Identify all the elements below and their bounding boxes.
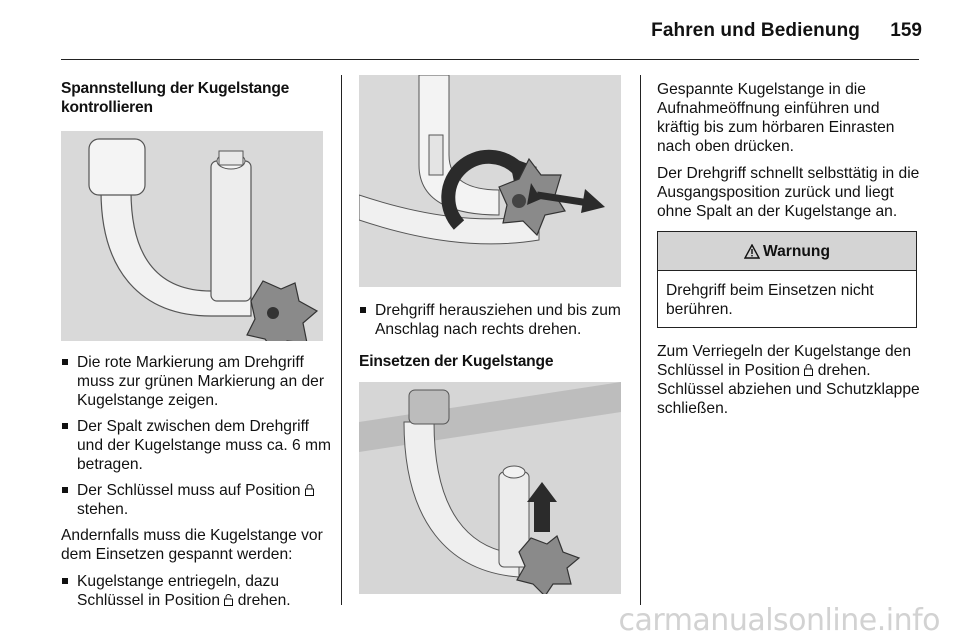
column-divider-2 — [640, 75, 641, 605]
figure-tow-bar-ball-cover — [61, 131, 323, 341]
paragraph-insert-bar: Gespannte Kugelstange in die Aufnahmeöffnung einführen und kräftig bis zum hörbaren Einrasten nach oben drücken. — [657, 81, 895, 155]
warning-title: Warnung — [763, 242, 830, 260]
paragraph-otherwise: Andernfalls muss die Kugelstange vor dem Einsetzen gespannt werden: — [61, 527, 323, 563]
paragraph-knob-returns: Der Drehgriff schnellt selbsttätig in die Ausgangsposition zurück und liegt ohne Spalt an der Kugelstange an. — [657, 165, 920, 220]
bullet-unlock-text-end: drehen. — [237, 592, 291, 609]
warning-box — [657, 231, 917, 328]
bullet-key-position-text: Der Schlüssel muss auf Position — [77, 482, 301, 499]
watermark: carmanualsonline.info — [618, 603, 940, 638]
bullet-unlock-text: Kugelstange entriegeln, dazu Schlüssel in Position — [77, 573, 280, 609]
bullet-red-marking: Die rote Markierung am Drehgriff muss zur grünen Markierung an der Kugelstange zeigen. — [61, 353, 331, 410]
header-divider — [61, 59, 919, 60]
column-3 — [657, 80, 922, 426]
figure-turn-knob — [359, 75, 621, 287]
bullet-key-position — [61, 481, 331, 519]
bullet-pull-knob: Drehgriff herausziehen und bis zum Anschlag nach rechts drehen. — [359, 301, 629, 339]
section-heading-insert: Einsetzen der Kugelstange — [359, 353, 554, 370]
warning-text: Drehgriff beim Einsetzen nicht berühren. — [666, 282, 874, 318]
key-unlocked-icon — [224, 594, 233, 606]
column-divider-1 — [341, 75, 342, 605]
paragraph-lock-bar-text: Zum Verriegeln der Kugelstange den Schlüssel in Position — [657, 343, 911, 379]
figure-insert-bar — [359, 382, 621, 594]
column-1 — [61, 79, 331, 617]
page-header-title: Fahren und Bedienung — [651, 20, 860, 41]
key-locked-icon — [305, 484, 314, 496]
paragraph-lock-bar-text-end: drehen. Schlüssel abziehen und Schutzklappe schließen. — [657, 362, 920, 417]
warning-header — [658, 232, 916, 271]
paragraph-lock-bar — [657, 342, 922, 418]
section-heading-tension: Spannstellung der Kugelstange kontrollieren — [61, 80, 290, 116]
bullet-key-position-text-end: stehen. — [77, 501, 129, 518]
bullet-gap: Der Spalt zwischen dem Drehgriff und der Kugelstange muss ca. 6 mm betragen. — [61, 417, 331, 474]
bullet-unlock — [61, 572, 331, 610]
warning-triangle-icon — [744, 244, 760, 259]
key-locked-icon — [804, 364, 813, 376]
column-2 — [359, 75, 629, 594]
page-number: 159 — [890, 20, 922, 41]
